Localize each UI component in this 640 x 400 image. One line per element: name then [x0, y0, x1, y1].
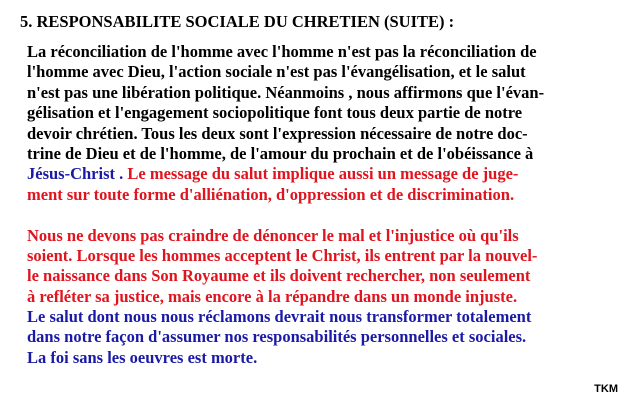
- paragraph-1-line-2: l'homme avec Dieu, l'action sociale n'est pas l'évangélisation, et le salut: [27, 62, 526, 82]
- paragraph-1-line-8: ment sur toute forme d'alliénation, d'oppression et de discrimination.: [27, 184, 515, 204]
- document-body: [27, 42, 627, 368]
- paragraph-2-line-5: Le salut dont nous nous réclamons devrait nous transformer totalement: [27, 307, 532, 327]
- jesus-christ-text: Jésus-Christ .: [27, 164, 124, 184]
- paragraph-spacer: [27, 205, 627, 225]
- paragraph-1-line-6: trine de Dieu et de l'homme, de l'amour du prochain et de l'obéissance à: [27, 143, 534, 163]
- paragraph-1-line-1: La réconciliation de l'homme avec l'homme n'est pas la réconciliation de: [27, 42, 537, 61]
- paragraph-2-line-3: le naissance dans Son Royaume et ils doivent rechercher, non seulement: [27, 266, 531, 286]
- paragraph-2-line-6: dans notre façon d'assumer nos responsabilités personnelles et sociales.: [27, 327, 527, 347]
- paragraph-1-line-7: [27, 164, 627, 184]
- paragraph-2-line-7: La foi sans les oeuvres est morte.: [27, 347, 258, 367]
- page-title: 5. RESPONSABILITE SOCIALE DU CHRETIEN (SUITE) :: [20, 12, 455, 31]
- signature: TKM: [594, 383, 618, 395]
- paragraph-2-line-1: Nous ne devons pas craindre de dénoncer le mal et l'injustice où qu'ils: [27, 225, 519, 245]
- paragraph-1-line-3: n'est pas une libération politique. Néanmoins , nous affirmons que l'évan-: [27, 82, 545, 102]
- paragraph-1-line-4: gélisation et l'engagement sociopolitique font tous deux partie de notre: [27, 103, 523, 123]
- paragraph-2-line-4: à refléter sa justice, mais encore à la répandre dans un monde injuste.: [27, 286, 518, 306]
- message-salut-text: Le message du salut implique aussi un message de juge-: [123, 164, 519, 184]
- paragraph-2-line-2: soient. Lorsque les hommes acceptent le Christ, ils entrent par la nouvel-: [27, 245, 538, 265]
- paragraph-1-line-5: devoir chrétien. Tous les deux sont l'expression nécessaire de notre doc-: [27, 123, 528, 143]
